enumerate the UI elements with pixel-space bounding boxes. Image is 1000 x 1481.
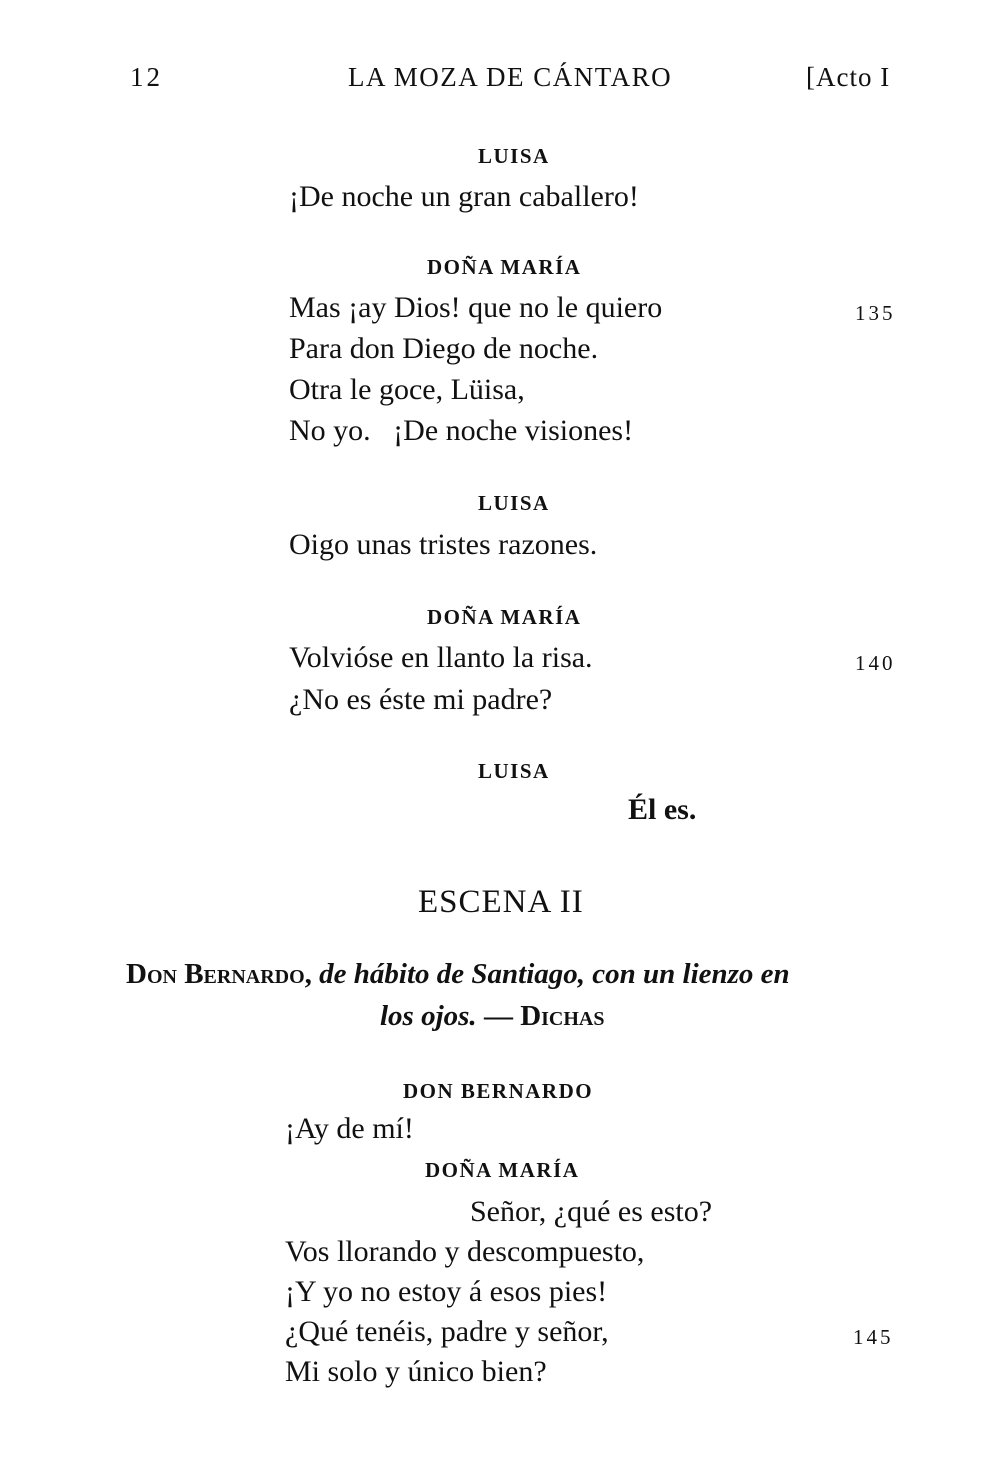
verse-line: ¿No es éste mi padre? [289,683,553,716]
verse-line: ¿Qué tenéis, padre y señor, [285,1315,609,1348]
stage-direction-line-1: Don Bernardo, de hábito de Santiago, con un lienzo en [126,958,790,990]
verse-line: No yo. ¡De noche visiones! [289,414,634,447]
verse-line: ¡De noche un gran caballero! [289,180,639,213]
verse-line: ¡Ay de mí! [285,1112,414,1145]
verse-line: Mas ¡ay Dios! que no le quiero [289,291,663,324]
speaker-name: DON BERNARDO [403,1079,594,1103]
speaker-name: LUISA [478,759,550,783]
stage-direction-character: Don Bernardo [126,958,305,990]
line-number: 140 [855,651,896,675]
speaker-name: LUISA [478,491,550,515]
stage-direction-dash: — [483,1000,513,1032]
act-label: [Acto I [806,62,891,92]
stage-direction-line-2 [380,1000,604,1033]
verse-line: Vos llorando y descompuesto, [285,1235,645,1268]
line-number: 145 [853,1325,894,1349]
verse-line: ¡Y yo no estoy á esos pies! [285,1275,608,1308]
scene-title: ESCENA II [418,884,584,920]
speaker-name: LUISA [478,144,550,168]
verse-line: Otra le goce, Lüisa, [289,373,525,406]
page-number: 12 [130,62,163,92]
speaker-name: DOÑA MARÍA [425,1158,580,1182]
verse-line: Para don Diego de noche. [289,332,599,365]
running-title: LA MOZA DE CÁNTARO [348,62,673,92]
stage-direction-italic-1: de hábito de Santiago, con un lienzo en [319,958,790,990]
verse-line: Él es. [628,793,697,826]
verse-line: Volvióse en llanto la risa. [289,641,593,674]
speaker-name: DOÑA MARÍA [427,605,582,629]
verse-line: Mi solo y único bien? [285,1355,547,1388]
line-number: 135 [855,301,896,325]
verse-line: Señor, ¿qué es esto? [470,1195,713,1228]
verse-line: Oigo unas tristes razones. [289,528,598,561]
stage-direction-italic-2: los ojos. [380,1000,477,1032]
stage-direction-others: Dichas [520,1000,605,1032]
speaker-name: DOÑA MARÍA [427,255,582,279]
